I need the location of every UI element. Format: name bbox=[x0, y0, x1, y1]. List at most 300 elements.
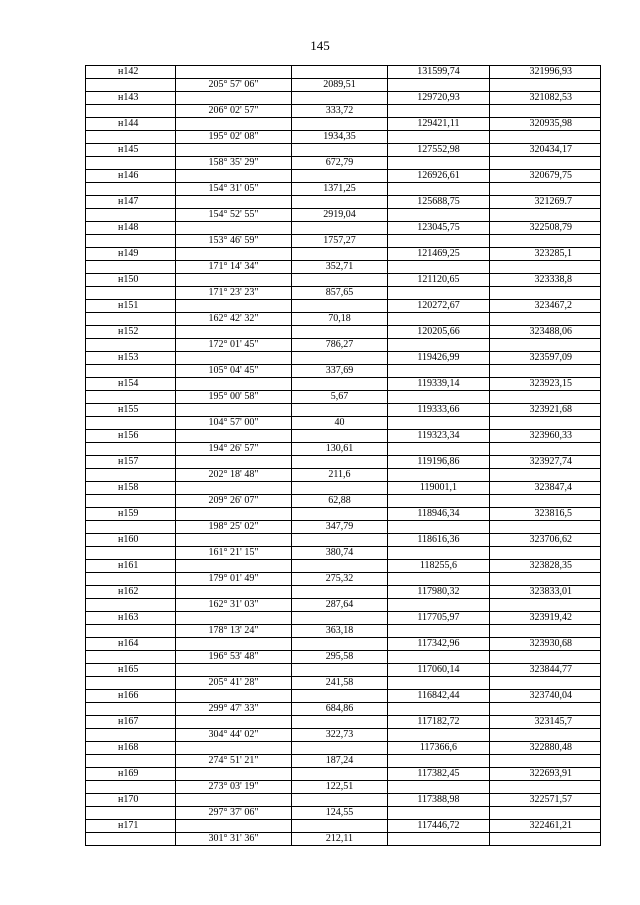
x-coord-cell bbox=[388, 599, 490, 612]
point-name-cell bbox=[86, 391, 176, 404]
point-name-cell: н159 bbox=[86, 508, 176, 521]
x-coord-cell bbox=[388, 339, 490, 352]
x-coord-cell bbox=[388, 495, 490, 508]
distance-cell: 684,86 bbox=[292, 703, 388, 716]
point-name-cell bbox=[86, 79, 176, 92]
angle-cell: 153° 46' 59" bbox=[176, 235, 292, 248]
angle-cell: 154° 31' 05" bbox=[176, 183, 292, 196]
y-coord-cell: 323828,35 bbox=[490, 560, 601, 573]
x-coord-cell bbox=[388, 79, 490, 92]
distance-cell bbox=[292, 170, 388, 183]
point-name-cell: н152 bbox=[86, 326, 176, 339]
y-coord-cell: 321996,93 bbox=[490, 66, 601, 79]
distance-cell bbox=[292, 508, 388, 521]
y-coord-cell: 323740,04 bbox=[490, 690, 601, 703]
angle-cell: 172° 01' 45" bbox=[176, 339, 292, 352]
point-name-cell: н170 bbox=[86, 794, 176, 807]
distance-cell bbox=[292, 456, 388, 469]
y-coord-cell: 323927,74 bbox=[490, 456, 601, 469]
x-coord-cell: 127552,98 bbox=[388, 144, 490, 157]
distance-cell bbox=[292, 768, 388, 781]
angle-cell bbox=[176, 118, 292, 131]
point-name-cell bbox=[86, 105, 176, 118]
distance-cell: 337,69 bbox=[292, 365, 388, 378]
point-name-cell: н149 bbox=[86, 248, 176, 261]
segment-row bbox=[86, 183, 601, 196]
x-coord-cell: 117705,97 bbox=[388, 612, 490, 625]
point-name-cell: н164 bbox=[86, 638, 176, 651]
angle-cell bbox=[176, 274, 292, 287]
point-row bbox=[86, 66, 601, 79]
angle-cell bbox=[176, 196, 292, 209]
distance-cell: 786,27 bbox=[292, 339, 388, 352]
point-name-cell bbox=[86, 157, 176, 170]
y-coord-cell bbox=[490, 105, 601, 118]
angle-cell bbox=[176, 482, 292, 495]
distance-cell: 122,51 bbox=[292, 781, 388, 794]
point-row bbox=[86, 118, 601, 131]
y-coord-cell bbox=[490, 651, 601, 664]
segment-row bbox=[86, 287, 601, 300]
distance-cell bbox=[292, 274, 388, 287]
distance-cell bbox=[292, 404, 388, 417]
point-name-cell: н161 bbox=[86, 560, 176, 573]
point-name-cell bbox=[86, 651, 176, 664]
y-coord-cell: 323921,68 bbox=[490, 404, 601, 417]
y-coord-cell: 323844,77 bbox=[490, 664, 601, 677]
point-name-cell bbox=[86, 131, 176, 144]
x-coord-cell: 120272,67 bbox=[388, 300, 490, 313]
point-name-cell: н146 bbox=[86, 170, 176, 183]
x-coord-cell: 123045,75 bbox=[388, 222, 490, 235]
angle-cell bbox=[176, 560, 292, 573]
distance-cell: 1371,25 bbox=[292, 183, 388, 196]
angle-cell: 171° 23' 23" bbox=[176, 287, 292, 300]
angle-cell: 198° 25' 02" bbox=[176, 521, 292, 534]
x-coord-cell bbox=[388, 469, 490, 482]
distance-cell: 363,18 bbox=[292, 625, 388, 638]
distance-cell bbox=[292, 378, 388, 391]
point-row bbox=[86, 352, 601, 365]
x-coord-cell: 117446,72 bbox=[388, 820, 490, 833]
distance-cell bbox=[292, 144, 388, 157]
x-coord-cell bbox=[388, 157, 490, 170]
y-coord-cell bbox=[490, 495, 601, 508]
point-name-cell bbox=[86, 495, 176, 508]
y-coord-cell: 323706,62 bbox=[490, 534, 601, 547]
y-coord-cell: 322508,79 bbox=[490, 222, 601, 235]
point-name-cell: н151 bbox=[86, 300, 176, 313]
distance-cell: 275,32 bbox=[292, 573, 388, 586]
angle-cell: 195° 00' 58" bbox=[176, 391, 292, 404]
point-name-cell: н145 bbox=[86, 144, 176, 157]
y-coord-cell bbox=[490, 209, 601, 222]
distance-cell: 62,88 bbox=[292, 495, 388, 508]
x-coord-cell: 120205,66 bbox=[388, 326, 490, 339]
segment-row bbox=[86, 781, 601, 794]
distance-cell: 333,72 bbox=[292, 105, 388, 118]
angle-cell: 297° 37' 06" bbox=[176, 807, 292, 820]
angle-cell bbox=[176, 92, 292, 105]
point-name-cell bbox=[86, 235, 176, 248]
segment-row bbox=[86, 443, 601, 456]
point-name-cell: н154 bbox=[86, 378, 176, 391]
angle-cell: 205° 57' 06" bbox=[176, 79, 292, 92]
angle-cell bbox=[176, 326, 292, 339]
x-coord-cell bbox=[388, 807, 490, 820]
y-coord-cell bbox=[490, 443, 601, 456]
angle-cell bbox=[176, 222, 292, 235]
point-row bbox=[86, 300, 601, 313]
distance-cell bbox=[292, 196, 388, 209]
y-coord-cell bbox=[490, 729, 601, 742]
y-coord-cell bbox=[490, 755, 601, 768]
x-coord-cell bbox=[388, 131, 490, 144]
angle-cell: 158° 35' 29" bbox=[176, 157, 292, 170]
angle-cell: 202° 18' 48" bbox=[176, 469, 292, 482]
point-name-cell bbox=[86, 287, 176, 300]
segment-row bbox=[86, 209, 601, 222]
point-row bbox=[86, 742, 601, 755]
y-coord-cell bbox=[490, 807, 601, 820]
segment-row bbox=[86, 521, 601, 534]
point-name-cell: н150 bbox=[86, 274, 176, 287]
y-coord-cell bbox=[490, 781, 601, 794]
point-row bbox=[86, 638, 601, 651]
angle-cell: 104° 57' 00" bbox=[176, 417, 292, 430]
x-coord-cell: 126926,61 bbox=[388, 170, 490, 183]
y-coord-cell bbox=[490, 703, 601, 716]
distance-cell bbox=[292, 66, 388, 79]
y-coord-cell: 323919,42 bbox=[490, 612, 601, 625]
point-name-cell bbox=[86, 209, 176, 222]
point-name-cell bbox=[86, 573, 176, 586]
point-name-cell bbox=[86, 443, 176, 456]
y-coord-cell: 323923,15 bbox=[490, 378, 601, 391]
y-coord-cell: 323960,33 bbox=[490, 430, 601, 443]
point-name-cell: н171 bbox=[86, 820, 176, 833]
distance-cell: 380,74 bbox=[292, 547, 388, 560]
angle-cell: 162° 31' 03" bbox=[176, 599, 292, 612]
y-coord-cell: 323467,2 bbox=[490, 300, 601, 313]
page-number: 145 bbox=[310, 38, 330, 53]
x-coord-cell bbox=[388, 235, 490, 248]
y-coord-cell: 321269.7 bbox=[490, 196, 601, 209]
angle-cell bbox=[176, 144, 292, 157]
distance-cell: 5,67 bbox=[292, 391, 388, 404]
point-row bbox=[86, 248, 601, 261]
distance-cell bbox=[292, 664, 388, 677]
point-name-cell: н148 bbox=[86, 222, 176, 235]
point-name-cell: н157 bbox=[86, 456, 176, 469]
distance-cell: 672,79 bbox=[292, 157, 388, 170]
y-coord-cell: 322880,48 bbox=[490, 742, 601, 755]
point-name-cell bbox=[86, 781, 176, 794]
segment-row bbox=[86, 391, 601, 404]
y-coord-cell bbox=[490, 417, 601, 430]
point-row bbox=[86, 326, 601, 339]
distance-cell bbox=[292, 352, 388, 365]
angle-cell bbox=[176, 430, 292, 443]
x-coord-cell: 119001,1 bbox=[388, 482, 490, 495]
point-name-cell bbox=[86, 365, 176, 378]
y-coord-cell: 323285,1 bbox=[490, 248, 601, 261]
y-coord-cell bbox=[490, 339, 601, 352]
point-row bbox=[86, 560, 601, 573]
x-coord-cell bbox=[388, 391, 490, 404]
x-coord-cell: 121469,25 bbox=[388, 248, 490, 261]
segment-row bbox=[86, 755, 601, 768]
distance-cell: 187,24 bbox=[292, 755, 388, 768]
distance-cell: 1757,27 bbox=[292, 235, 388, 248]
y-coord-cell: 323816,5 bbox=[490, 508, 601, 521]
point-name-cell bbox=[86, 417, 176, 430]
point-row bbox=[86, 378, 601, 391]
y-coord-cell: 323833,01 bbox=[490, 586, 601, 599]
segment-row bbox=[86, 469, 601, 482]
point-row bbox=[86, 534, 601, 547]
x-coord-cell bbox=[388, 833, 490, 846]
angle-cell bbox=[176, 352, 292, 365]
point-row bbox=[86, 508, 601, 521]
x-coord-cell bbox=[388, 781, 490, 794]
point-row bbox=[86, 144, 601, 157]
point-name-cell: н169 bbox=[86, 768, 176, 781]
angle-cell: 273° 03' 19" bbox=[176, 781, 292, 794]
x-coord-cell: 118946,34 bbox=[388, 508, 490, 521]
segment-row bbox=[86, 729, 601, 742]
y-coord-cell bbox=[490, 599, 601, 612]
y-coord-cell: 323930,68 bbox=[490, 638, 601, 651]
point-row bbox=[86, 768, 601, 781]
point-row bbox=[86, 196, 601, 209]
angle-cell: 161° 21' 15" bbox=[176, 547, 292, 560]
y-coord-cell: 320935,98 bbox=[490, 118, 601, 131]
x-coord-cell: 119196,86 bbox=[388, 456, 490, 469]
angle-cell bbox=[176, 586, 292, 599]
segment-row bbox=[86, 573, 601, 586]
point-row bbox=[86, 92, 601, 105]
angle-cell bbox=[176, 612, 292, 625]
segment-row bbox=[86, 677, 601, 690]
x-coord-cell: 117182,72 bbox=[388, 716, 490, 729]
distance-cell bbox=[292, 690, 388, 703]
distance-cell: 322,73 bbox=[292, 729, 388, 742]
x-coord-cell: 117060,14 bbox=[388, 664, 490, 677]
distance-cell: 212,11 bbox=[292, 833, 388, 846]
point-name-cell bbox=[86, 599, 176, 612]
segment-row bbox=[86, 105, 601, 118]
distance-cell bbox=[292, 716, 388, 729]
x-coord-cell: 117382,45 bbox=[388, 768, 490, 781]
x-coord-cell bbox=[388, 677, 490, 690]
x-coord-cell bbox=[388, 651, 490, 664]
point-row bbox=[86, 404, 601, 417]
point-row bbox=[86, 482, 601, 495]
y-coord-cell: 322571,57 bbox=[490, 794, 601, 807]
point-name-cell bbox=[86, 703, 176, 716]
x-coord-cell bbox=[388, 547, 490, 560]
point-name-cell: н143 bbox=[86, 92, 176, 105]
distance-cell: 295,58 bbox=[292, 651, 388, 664]
point-name-cell: н167 bbox=[86, 716, 176, 729]
point-row bbox=[86, 456, 601, 469]
distance-cell: 241,58 bbox=[292, 677, 388, 690]
angle-cell bbox=[176, 638, 292, 651]
point-name-cell: н147 bbox=[86, 196, 176, 209]
distance-cell bbox=[292, 586, 388, 599]
angle-cell: 196° 53' 48" bbox=[176, 651, 292, 664]
point-row bbox=[86, 664, 601, 677]
point-row bbox=[86, 274, 601, 287]
point-name-cell: н166 bbox=[86, 690, 176, 703]
segment-row bbox=[86, 599, 601, 612]
angle-cell: 206° 02' 57" bbox=[176, 105, 292, 118]
angle-cell: 274° 51' 21" bbox=[176, 755, 292, 768]
x-coord-cell bbox=[388, 417, 490, 430]
y-coord-cell: 322693,91 bbox=[490, 768, 601, 781]
distance-cell: 1934,35 bbox=[292, 131, 388, 144]
point-name-cell bbox=[86, 469, 176, 482]
x-coord-cell: 117980,32 bbox=[388, 586, 490, 599]
x-coord-cell: 119333,66 bbox=[388, 404, 490, 417]
y-coord-cell bbox=[490, 131, 601, 144]
point-name-cell bbox=[86, 339, 176, 352]
angle-cell: 209° 26' 07" bbox=[176, 495, 292, 508]
x-coord-cell bbox=[388, 105, 490, 118]
angle-cell bbox=[176, 742, 292, 755]
point-name-cell bbox=[86, 261, 176, 274]
x-coord-cell: 117388,98 bbox=[388, 794, 490, 807]
angle-cell bbox=[176, 170, 292, 183]
y-coord-cell bbox=[490, 79, 601, 92]
y-coord-cell bbox=[490, 235, 601, 248]
y-coord-cell: 323488,06 bbox=[490, 326, 601, 339]
angle-cell bbox=[176, 248, 292, 261]
coordinates-table bbox=[85, 65, 601, 846]
x-coord-cell bbox=[388, 521, 490, 534]
x-coord-cell: 129421,11 bbox=[388, 118, 490, 131]
point-name-cell: н160 bbox=[86, 534, 176, 547]
angle-cell: 179° 01' 49" bbox=[176, 573, 292, 586]
point-row bbox=[86, 690, 601, 703]
x-coord-cell bbox=[388, 287, 490, 300]
x-coord-cell: 117366,6 bbox=[388, 742, 490, 755]
point-row bbox=[86, 794, 601, 807]
distance-cell: 40 bbox=[292, 417, 388, 430]
y-coord-cell bbox=[490, 183, 601, 196]
point-name-cell: н163 bbox=[86, 612, 176, 625]
angle-cell: 194° 26' 57" bbox=[176, 443, 292, 456]
angle-cell bbox=[176, 404, 292, 417]
point-name-cell bbox=[86, 521, 176, 534]
y-coord-cell: 321082,53 bbox=[490, 92, 601, 105]
angle-cell bbox=[176, 534, 292, 547]
y-coord-cell bbox=[490, 261, 601, 274]
x-coord-cell bbox=[388, 443, 490, 456]
y-coord-cell bbox=[490, 469, 601, 482]
point-name-cell bbox=[86, 807, 176, 820]
distance-cell bbox=[292, 430, 388, 443]
x-coord-cell bbox=[388, 625, 490, 638]
point-row bbox=[86, 222, 601, 235]
angle-cell bbox=[176, 690, 292, 703]
distance-cell: 347,79 bbox=[292, 521, 388, 534]
distance-cell bbox=[292, 222, 388, 235]
point-name-cell bbox=[86, 677, 176, 690]
point-name-cell bbox=[86, 547, 176, 560]
y-coord-cell: 323597,09 bbox=[490, 352, 601, 365]
x-coord-cell bbox=[388, 703, 490, 716]
x-coord-cell bbox=[388, 209, 490, 222]
x-coord-cell: 119323,34 bbox=[388, 430, 490, 443]
point-name-cell bbox=[86, 833, 176, 846]
angle-cell bbox=[176, 508, 292, 521]
x-coord-cell bbox=[388, 755, 490, 768]
distance-cell bbox=[292, 482, 388, 495]
x-coord-cell: 118255,6 bbox=[388, 560, 490, 573]
x-coord-cell: 116842,44 bbox=[388, 690, 490, 703]
segment-row bbox=[86, 833, 601, 846]
distance-cell: 130,61 bbox=[292, 443, 388, 456]
y-coord-cell bbox=[490, 287, 601, 300]
y-coord-cell bbox=[490, 157, 601, 170]
point-name-cell: н158 bbox=[86, 482, 176, 495]
point-row bbox=[86, 820, 601, 833]
x-coord-cell bbox=[388, 729, 490, 742]
y-coord-cell: 320679,75 bbox=[490, 170, 601, 183]
x-coord-cell: 129720,93 bbox=[388, 92, 490, 105]
distance-cell bbox=[292, 300, 388, 313]
x-coord-cell bbox=[388, 183, 490, 196]
distance-cell: 2089,51 bbox=[292, 79, 388, 92]
angle-cell bbox=[176, 300, 292, 313]
y-coord-cell bbox=[490, 833, 601, 846]
angle-cell: 162° 42' 32" bbox=[176, 313, 292, 326]
distance-cell bbox=[292, 534, 388, 547]
distance-cell: 2919,04 bbox=[292, 209, 388, 222]
x-coord-cell: 119339,14 bbox=[388, 378, 490, 391]
y-coord-cell bbox=[490, 677, 601, 690]
x-coord-cell: 125688,75 bbox=[388, 196, 490, 209]
y-coord-cell bbox=[490, 391, 601, 404]
distance-cell bbox=[292, 326, 388, 339]
point-name-cell: н155 bbox=[86, 404, 176, 417]
distance-cell: 287,64 bbox=[292, 599, 388, 612]
y-coord-cell: 323338,8 bbox=[490, 274, 601, 287]
y-coord-cell: 323145,7 bbox=[490, 716, 601, 729]
distance-cell: 857,65 bbox=[292, 287, 388, 300]
x-coord-cell: 131599,74 bbox=[388, 66, 490, 79]
angle-cell: 178° 13' 24" bbox=[176, 625, 292, 638]
distance-cell: 352,71 bbox=[292, 261, 388, 274]
x-coord-cell bbox=[388, 573, 490, 586]
point-row bbox=[86, 170, 601, 183]
y-coord-cell bbox=[490, 547, 601, 560]
segment-row bbox=[86, 417, 601, 430]
segment-row bbox=[86, 703, 601, 716]
x-coord-cell bbox=[388, 261, 490, 274]
angle-cell bbox=[176, 66, 292, 79]
point-name-cell bbox=[86, 625, 176, 638]
angle-cell bbox=[176, 716, 292, 729]
point-row bbox=[86, 612, 601, 625]
point-name-cell bbox=[86, 729, 176, 742]
distance-cell bbox=[292, 560, 388, 573]
angle-cell: 304° 44' 02" bbox=[176, 729, 292, 742]
y-coord-cell bbox=[490, 521, 601, 534]
point-name-cell: н165 bbox=[86, 664, 176, 677]
